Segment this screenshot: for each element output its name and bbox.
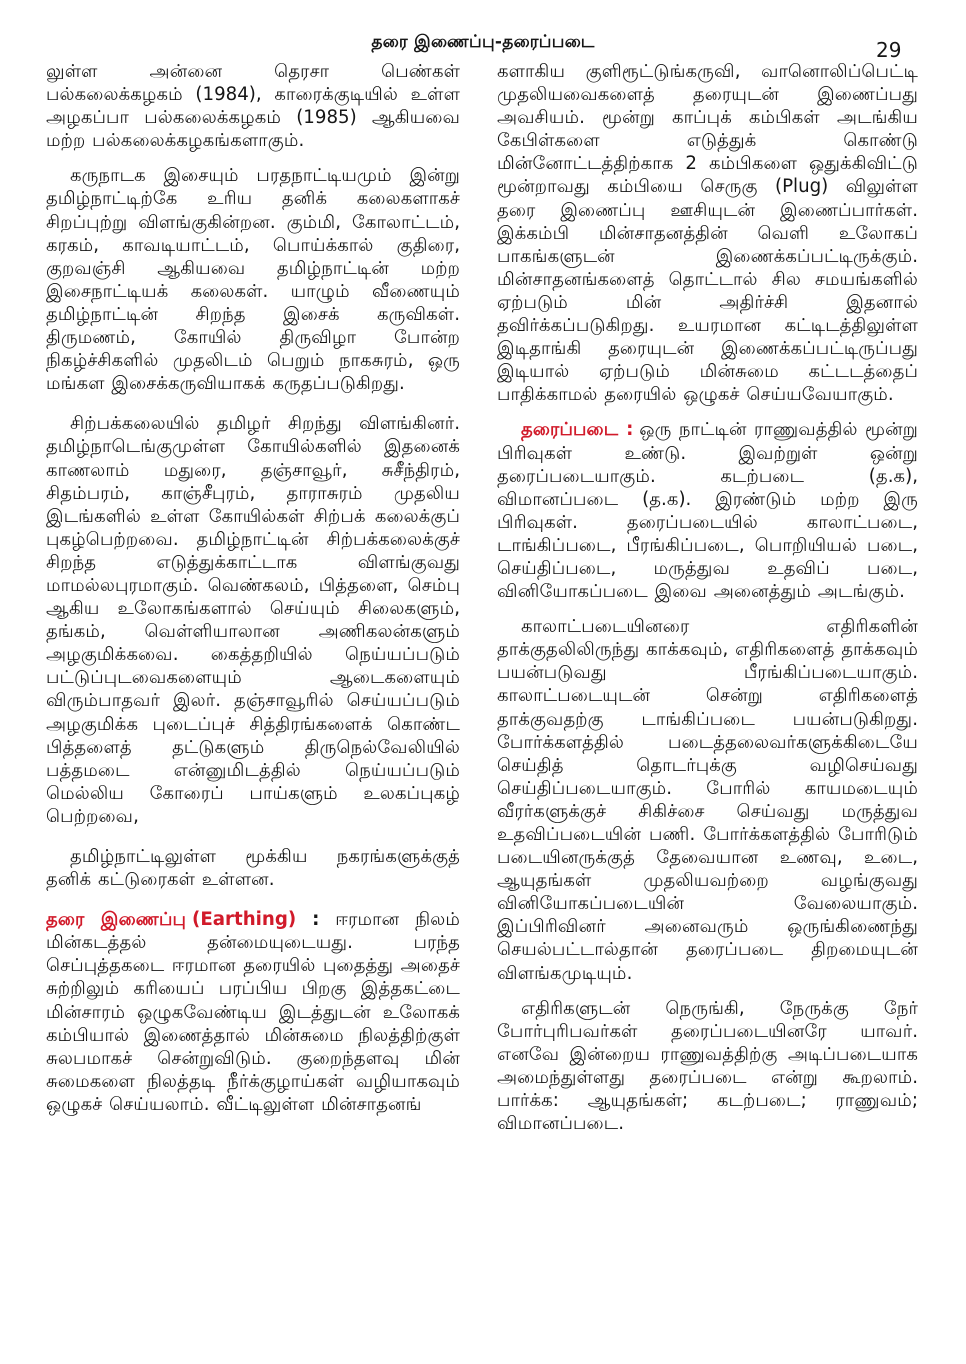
running-header: தரை இணைப்பு-தரைப்படை — [371, 32, 595, 52]
paragraph-universities: லுள்ள அன்னை தெரசா பெண்கள் பல்கலைக்கழகம் (1984), காரைக்குடியில் உள்ள அழகப்பா பல்கலைக்கழகம் (1985) ஆகியவை மற்ற பல்கலைக்கழகங்களாகும். — [46, 61, 460, 152]
paragraph-cities: தமிழ்நாட்டிலுள்ள மூக்கிய நகரங்களுக்குத் தனிக் கட்டுரைகள் உள்ளன. — [46, 846, 460, 891]
paragraph-music-dance: கருநாடக இசையும் பரதநாட்டியமும் இன்று தமிழ்நாட்டிற்கே உரிய தனிக் கலைகளாகச் சிறப்புற்று விளங்குகின்றன. கும்மி, கோலாட்டம், கரகம், காவடியாட்டம், பொய்க்கால் குதிரை, குறவஞ்சி ஆகியவை தமிழ்நாட்டின் மற்ற இசைநாட்டியக் கலைகள். யாழும் வீணையும் தமிழ்நாட்டின் சிறந்த இசைக் கருவிகள். திருமணம், கோயில் திருவிழா போன்ற நிகழ்ச்சிகளில் முதலிடம் பெறும் நாகசுரம், ஒரு மங்கள இசைக்கருவியாகக் கருதப்படுகிறது. — [46, 165, 460, 395]
page-number: 29 — [876, 38, 902, 62]
entry-heading-earthing: தரை இணைப்பு — [46, 909, 187, 931]
paragraph-army-conclusion: எதிரிகளுடன் நெருங்கி, நேருக்கு நேர் போர்புரிபவர்கள் தரைப்படையினரே யாவர். எனவே இன்றைய ராணுவத்திற்கு அடிப்படையாக அமைந்துள்ளது தரைப்படை என்று கூறலாம். பார்க்க: ஆயுதங்கள்; கடற்படை; ராணுவம்; விமானப்படை. — [497, 997, 918, 1135]
left-column — [46, 60, 460, 1116]
paragraph-sculpture: சிற்பக்கலையில் தமிழர் சிறந்து விளங்கினர். தமிழ்நாடெங்குமுள்ள கோயில்களில் இதனைக் காணலாம் மதுரை, தஞ்சாவூர், சுசீந்திரம், சிதம்பரம், காஞ்சீபுரம், தாராசுரம் முதலிய இடங்களில் உள்ள கோயில்கள் சிற்பக் கலைக்குப் புகழ்பெற்றவை. தமிழ்நாட்டின் சிற்பக்கலைக்குச் சிறந்த எடுத்துக்காட்டாக விளங்குவது மாமல்லபுரமாகும். வெண்கலம், பித்தளை, செம்பு ஆகிய உலோகங்களால் செய்யும் சிலைகளும், தங்கம், வெள்ளியாலான அணிகலன்களும் அழகுமிக்கவை. கைத்தறியில் நெய்யப்படும் பட்டுப்புடவைகளையும் ஆடைகளையும் விரும்பாதவர் இலர். தஞ்சாவூரில் செய்யப்படும் அழகுமிக்க புடைப்புச் சித்திரங்களைக் கொண்ட பித்தளைத் தட்டுகளும் திருநெல்வேலியில் பத்தமடை என்னுமிடத்தில் நெய்யப்படும் மெல்லிய கோரைப் பாய்களும் உலகப்புகழ் பெற்றவை, — [46, 413, 460, 827]
entry-earthing — [46, 908, 460, 1116]
paragraph-earthing-continued: களாகிய குளிரூட்டுங்கருவி, வானொலிப்பெட்டி முதலியவைகளைத் தரையுடன் இணைப்பது அவசியம். மூன்று காப்புக் கம்பிகள் அடங்கிய கேபிள்களை எடுத்துக் கொண்டு மின்னோட்டத்திற்காக 2 கம்பிகளை ஒதுக்கிவிட்டு மூன்றாவது கம்பியை செருகு (Plug) விலுள்ள தரை இணைப்பு ஊசியுடன் இணைப்பார்கள். இக்கம்பி மின்சாதனத்தின் வெளி உலோகப் பாகங்களுடன் இணைக்கப்பட்டிருக்கும். மின்சாதனங்களைத் தொட்டால் சில சமயங்களில் ஏற்படும் மின் அதிர்ச்சி இதனால் தவிர்க்கப்படுகிறது. உயரமான கட்டிடத்திலுள்ள இடிதாங்கி தரையுடன் இணைக்கப்பட்டிருப்பது இடியால் ஏற்படும் மின்சுமை கட்டடத்தைப் பாதிக்காமல் தரையில் ஒழுகச் செய்யவேயாகும். — [497, 61, 918, 406]
right-column — [497, 60, 918, 1135]
paragraph-army-divisions: காலாட்படையினரை எதிரிகளின் தாக்குதலிலிருந்து காக்கவும், எதிரிகளைத் தாக்கவும் பயன்படுவது பீரங்கிப்படையாகும். காலாட்படையுடன் சென்று எதிரிகளைத் தாக்குவதற்கு டாங்கிப்படை பயன்படுகிறது. போர்க்களத்தில் படைத்தலைவர்களுக்கிடையே செய்தித் தொடர்புக்கு வழிசெய்வது செய்திப்படையாகும். போரில் காயமடையும் வீரர்களுக்குச் சிகிச்சை செய்வது மருத்துவ உதவிப்படையின் பணி. போர்க்களத்தில் போரிடும் படையினருக்குத் தேவையான உணவு, உடை, ஆயுதங்கள் முதலியவற்றை வழங்குவது வினியோகப்படையின் வேலையாகும். இப்பிரிவினர் அனைவரும் ஒருங்கிணைந்து செயல்பட்டால்தான் தரைப்படை திறமையுடன் விளங்கமுடியும். — [497, 616, 918, 984]
entry-army — [497, 418, 918, 603]
entry-heading-colon: : — [312, 909, 320, 931]
entry-heading-earthing-english: (Earthing) — [192, 909, 297, 931]
entry-heading-army: தரைப்படை : — [521, 419, 634, 441]
entry-body-army: ஒரு நாட்டின் ராணுவத்தில் மூன்று பிரிவுகள் உண்டு. இவற்றுள் ஒன்று தரைப்படையாகும். கடற்படை (த.க), விமானப்படை (த.க). இரண்டும் மற்ற இரு பிரிவுகள். தரைப்படையில் காலாட்படை, டாங்கிப்படை, பீரங்கிப்படை, பொறியியல் படை, செய்திப்படை, மருத்துவ உதவிப் படை, வினியோகப்படை இவை அனைத்தும் அடங்கும். — [497, 419, 919, 603]
entry-body-earthing: ஈரமான நிலம் மின்கடத்தல் தன்மையுடையது. பரந்த செப்புத்தகடை ஈரமான தரையில் புதைத்து அதைச் சுற்றிலும் கரியைப் பரப்பிய பிறகு இத்தகட்டை மின்சாரம் ஒழுகவேண்டிய இடத்துடன் உலோகக் கம்பியால் இணைத்தால் மின்சுமை நிலத்திற்குள் சுலபமாகச் சென்றுவிடும். குறைந்தளவு மின் சுமைகளை நிலத்தடி நீர்க்குழாய்கள் வழியாகவும் ஒழுகச் செய்யலாம். வீட்டிலுள்ள மின்சாதனங் — [46, 909, 460, 1115]
